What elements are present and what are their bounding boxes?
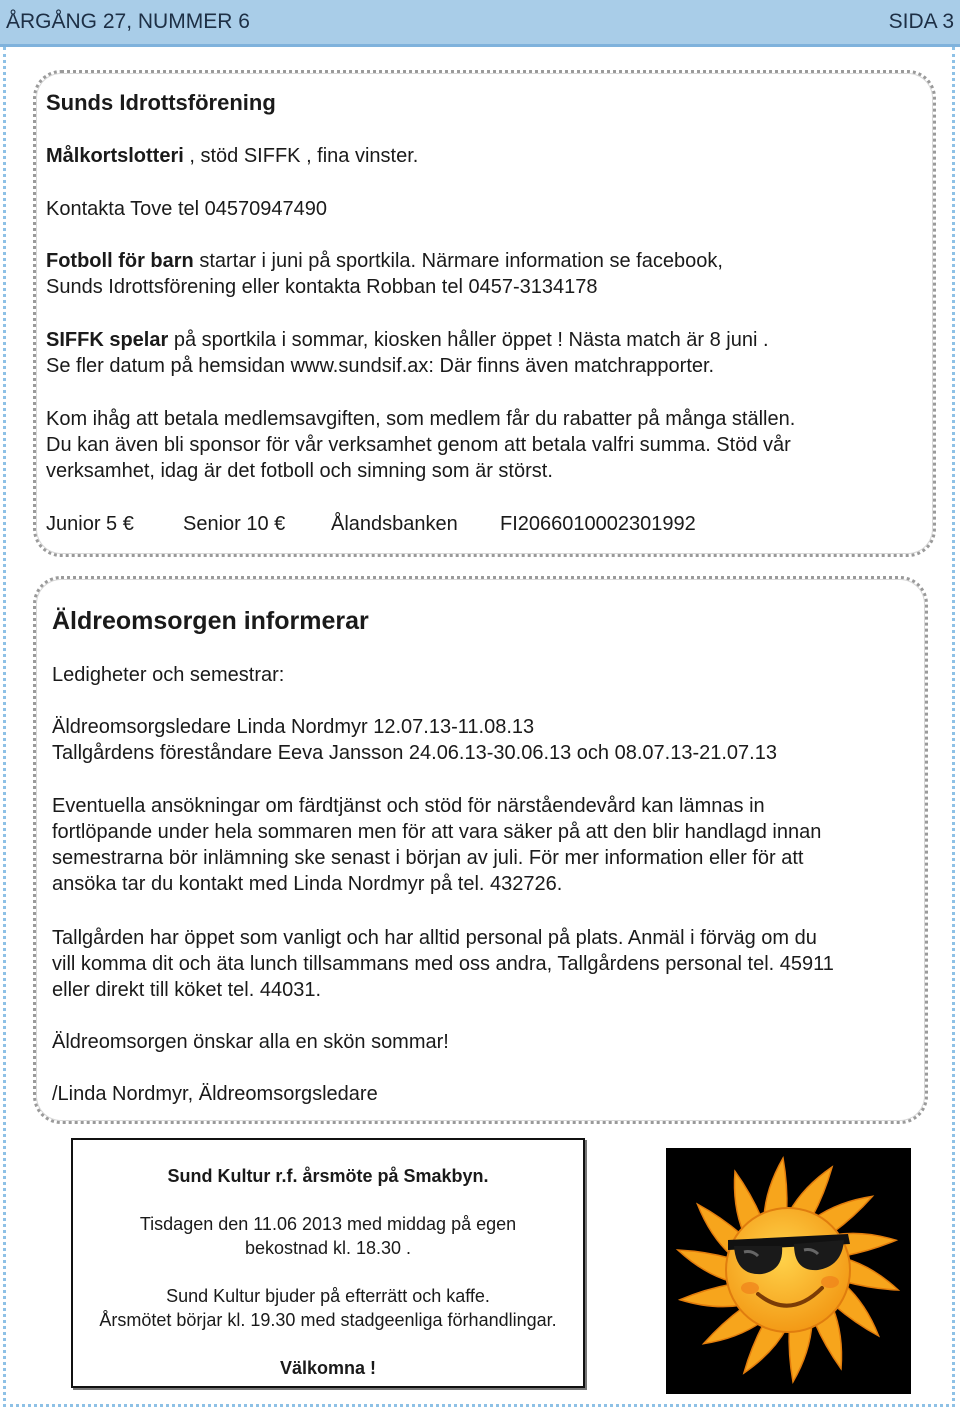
member-line1: Kom ihåg att betala medlemsavgiften, som medlem får du rabatter på många ställen. — [46, 408, 796, 430]
kultur-offer-line2: Årsmötet börjar kl. 19.30 med stadgeenliga förhandlingar. — [99, 1310, 557, 1330]
fee-junior: Junior 5 € — [46, 513, 134, 535]
lottery-line — [46, 143, 418, 169]
fee-senior: Senior 10 € — [183, 513, 286, 535]
kultur-box — [71, 1138, 585, 1388]
elder-title: Äldreomsorgen informerar — [52, 607, 369, 635]
football-label: Fotboll för barn — [46, 250, 194, 272]
match-text: på sportkila i sommar, kiosken håller öppet ! Nästa match är 8 juni . — [168, 329, 769, 351]
header-bar — [0, 0, 960, 47]
apply-line: semestrarna bör inlämning ske senast i början av juli. För mer information eller för att — [52, 847, 804, 869]
member-line2: Du kan även bli sponsor för vår verksamhet genom att betala valfri summa. Stöd vår — [46, 434, 791, 456]
football-line2: Sunds Idrottsförening eller kontakta Robban tel 0457-3134178 — [46, 276, 598, 298]
kultur-date-line1: Tisdagen den 11.06 2013 med middag på egen — [139, 1214, 517, 1234]
match-line — [46, 327, 769, 353]
leave-line1: Äldreomsorgsledare Linda Nordmyr 12.07.13-11.08.13 — [52, 716, 535, 738]
lottery-contact: Kontakta Tove tel 04570947490 — [46, 198, 327, 220]
page-number: SIDA 3 — [888, 10, 954, 33]
football-line — [46, 248, 723, 274]
sun-image — [666, 1148, 911, 1394]
lottery-label: Målkortslotteri — [46, 145, 184, 167]
apply-line: ansöka tar du kontakt med Linda Nordmyr på tel. 432726. — [52, 873, 563, 895]
kultur-date-line2: bekostnad kl. 18.30 . — [244, 1238, 412, 1258]
kultur-welcome: Välkomna ! — [279, 1358, 377, 1378]
kultur-title: Sund Kultur r.f. årsmöte på Smakbyn. — [167, 1166, 489, 1186]
sun-with-sunglasses-icon — [666, 1148, 911, 1394]
siffk-title: Sunds Idrottsförening — [46, 90, 276, 115]
match-label: SIFFK spelar — [46, 329, 169, 351]
member-line3: verksamhet, idag är det fotboll och simning som är störst. — [46, 460, 553, 482]
match-line2: Se fler datum på hemsidan www.sundsif.ax: Där finns även matchrapporter. — [46, 355, 715, 377]
kultur-offer-line1: Sund Kultur bjuder på efterrätt och kaffe. — [166, 1286, 490, 1306]
sun-ray — [678, 1250, 731, 1282]
bank-account: FI2066010002301992 — [500, 513, 696, 535]
apply-line: Eventuella ansökningar om färdtjänst och stöd för närståendevård kan lämnas in — [52, 795, 765, 817]
signature: /Linda Nordmyr, Äldreomsorgsledare — [52, 1083, 378, 1105]
open-line: eller direkt till köket tel. 44031. — [52, 979, 322, 1001]
open-line: vill komma dit och äta lunch tillsammans med oss andra, Tallgårdens personal tel. 45911 — [52, 953, 834, 975]
apply-line: fortlöpande under hela sommaren men för att vara säker på att den blir handlagd innan — [52, 821, 822, 843]
sun-ray — [845, 1258, 898, 1290]
open-line: Tallgården har öppet som vanligt och har alltid personal på plats. Anmäl i förväg om du — [52, 927, 817, 949]
elder-subtitle: Ledigheter och semestrar: — [52, 664, 285, 686]
lottery-text: , stöd SIFFK , fina vinster. — [183, 145, 419, 167]
issue-label: ÅRGÅNG 27, NUMMER 6 — [6, 10, 250, 33]
leave-line2: Tallgårdens föreståndare Eeva Jansson 24.06.13-30.06.13 och 08.07.13-21.07.13 — [52, 742, 777, 764]
bank-name: Ålandsbanken — [331, 513, 458, 535]
football-text: startar i juni på sportkila. Närmare information se facebook, — [193, 250, 723, 272]
summer-wish: Äldreomsorgen önskar alla en skön sommar! — [52, 1031, 449, 1053]
